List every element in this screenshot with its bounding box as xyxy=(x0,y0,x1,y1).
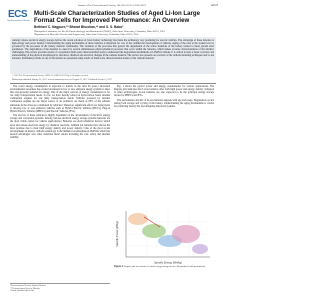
body-paragraph: The world energy consumption is expected to double in the next 50 years.¹ Increased environmental awareness has created an interest in low or zero emission energy systems to meet this ever-growing demand for energy. One of the major sources of energy consumption is for our daily transportation needs. So far, we have heavily relied on hydrocarbon based internal combustion engines for our daily transportation needs. Vehicles powered by internal combustion engines are the major source of air pollution. As much as 80% of the exhaust emissions in the cities are contributed by vehicles.² Therefore, significant efforts are being made to develop low or zero emission vehicles such as Hybrid Electric Vehicles (HEVs), Plug-in Hybrid Electric Vehicles (PHEVs) and Electric Vehicles (EVs). xyxy=(10,85,110,113)
body-paragraph: Fig. 1 shows the typical power and energy requirements for various applications. The Ragone plot indicates that Li-ion batteries offer both high power and energy density compared to other technologies. Li-ion batteries are also expected to be the principal energy storage device for PHEVs and EVs. xyxy=(114,85,214,98)
footnote: **Electrochemical Society Member. xyxy=(10,287,41,290)
abstract-text: Among various electrical energy storage devices the recent advances of li-ion battery technology has made the technology very promising for electric vehicles. The advantage of these batteries is high energy and power density. Understanding the aging mechanisms of these batteries is important for cost of the commercial development of vehicles. Aging of the cells at the system level is governed by the processes in the battery material constituents. The variation of the processes that govern the degradation of the active materials of the battery related to these system level parameters. The degradation of the material is caused by several simultaneous physicochemical processes that occur within the batteries, which makes accurate characterization of the intrinsic challenging. This review provides results of a systematic multi-scale characterization study to understand the degradation mechanisms at LiFePO4 cathode. It is critical to have a better overview and understanding of the physical morphological, structural, chemical and electrical changes in the cathode material. The review also presents an overview of the cathode modeling techniques and Li-ion batteries. Preliminary results of one of the models are presented using results of multi-scale characterization studies of the cathode material. xyxy=(12,38,214,60)
license-line: © 2017 The Electrochemical Society. [DOI: 10.1149/2.0121712jes] All rights reserved. xyxy=(12,75,89,77)
footnote: ᶻE-mail: bhushan.2@osu.edu xyxy=(10,290,35,293)
authors: Bethlael C. Nagpure,¹* Bharat Bhushan,¹* and S. S. Babu² xyxy=(34,25,124,29)
li-ion-region xyxy=(172,225,200,243)
body-paragraph: The success of these vehicles is highly dependent on the development of electrical energy storage and conversion systems. Among various electrical energy storage systems batteries are the most viable option for vehicle applications.³ Batteries are electrochemical devices which store and release electrical energy by chemical reactions. Lithium ion batteries have shown the most promise due to their high energy density and power density.⁴ One of the most recent developments in battery cathode technology is the lithium iron phosphate (LiFePO4) which has several advantages over other transition metal oxides including the cost, safety and thermal stability. xyxy=(10,114,110,139)
figure-caption-text: Ragone plot for various electrical energy storage devices (Reproduced with permission). xyxy=(124,266,206,268)
affiliation-1: ¹Nanoprobe Laboratory for Bio & Nanotechnology and Biomimetics (NLB2), Ohio State University, Columbus, Ohio 43210, USA xyxy=(34,29,166,33)
affiliations xyxy=(34,30,220,36)
journal-header: Journal of The Electrochemical Society, 164 (12) A2513-A2526 (2017) xyxy=(77,4,147,7)
supercapacitor-region xyxy=(142,224,166,238)
logo-subtitle: The Electrochemical Society xyxy=(7,20,30,22)
divider xyxy=(10,83,216,84)
ecs-logo xyxy=(6,9,30,23)
figure-caption xyxy=(114,266,214,269)
logo-text: ECS xyxy=(8,9,28,20)
page-number: A2513 xyxy=(210,4,218,7)
figure-caption-label: Figure 1. xyxy=(114,266,124,268)
received-line: Manuscript submitted January 30, 2017; revised manuscript received August 22, 2017. Published October 3, 2017. xyxy=(12,79,113,81)
affiliation-2: ²Department of Materials Science and Engineering, Ohio State University, Columbus, Ohio 43210, USA xyxy=(34,32,139,36)
figure-ylabel: Specific Power (W/kg) xyxy=(116,221,119,247)
footnotes xyxy=(10,283,110,293)
ragone-figure xyxy=(114,207,214,265)
body-paragraph: The performance and life of Li-ion batteries degrade with age and usage. Degradation occurs during both storage and cycling of the battery. Understanding the aging mechanisms is crucial for predicting battery life and designing improved systems. xyxy=(114,98,214,108)
footnote: *Electrochemical Society Student Member. xyxy=(10,285,47,287)
capacitor-region xyxy=(128,213,148,225)
body-column-left xyxy=(10,85,110,140)
paper-title: Multi-Scale Characterization Studies of Aged Li-Ion Large Format Cells for Improved Performance: An Overview xyxy=(34,10,201,24)
body-column-right xyxy=(114,85,214,109)
fuel-cell-region xyxy=(192,244,208,254)
figure-xlabel: Specific Energy (Wh/kg) xyxy=(154,261,182,265)
